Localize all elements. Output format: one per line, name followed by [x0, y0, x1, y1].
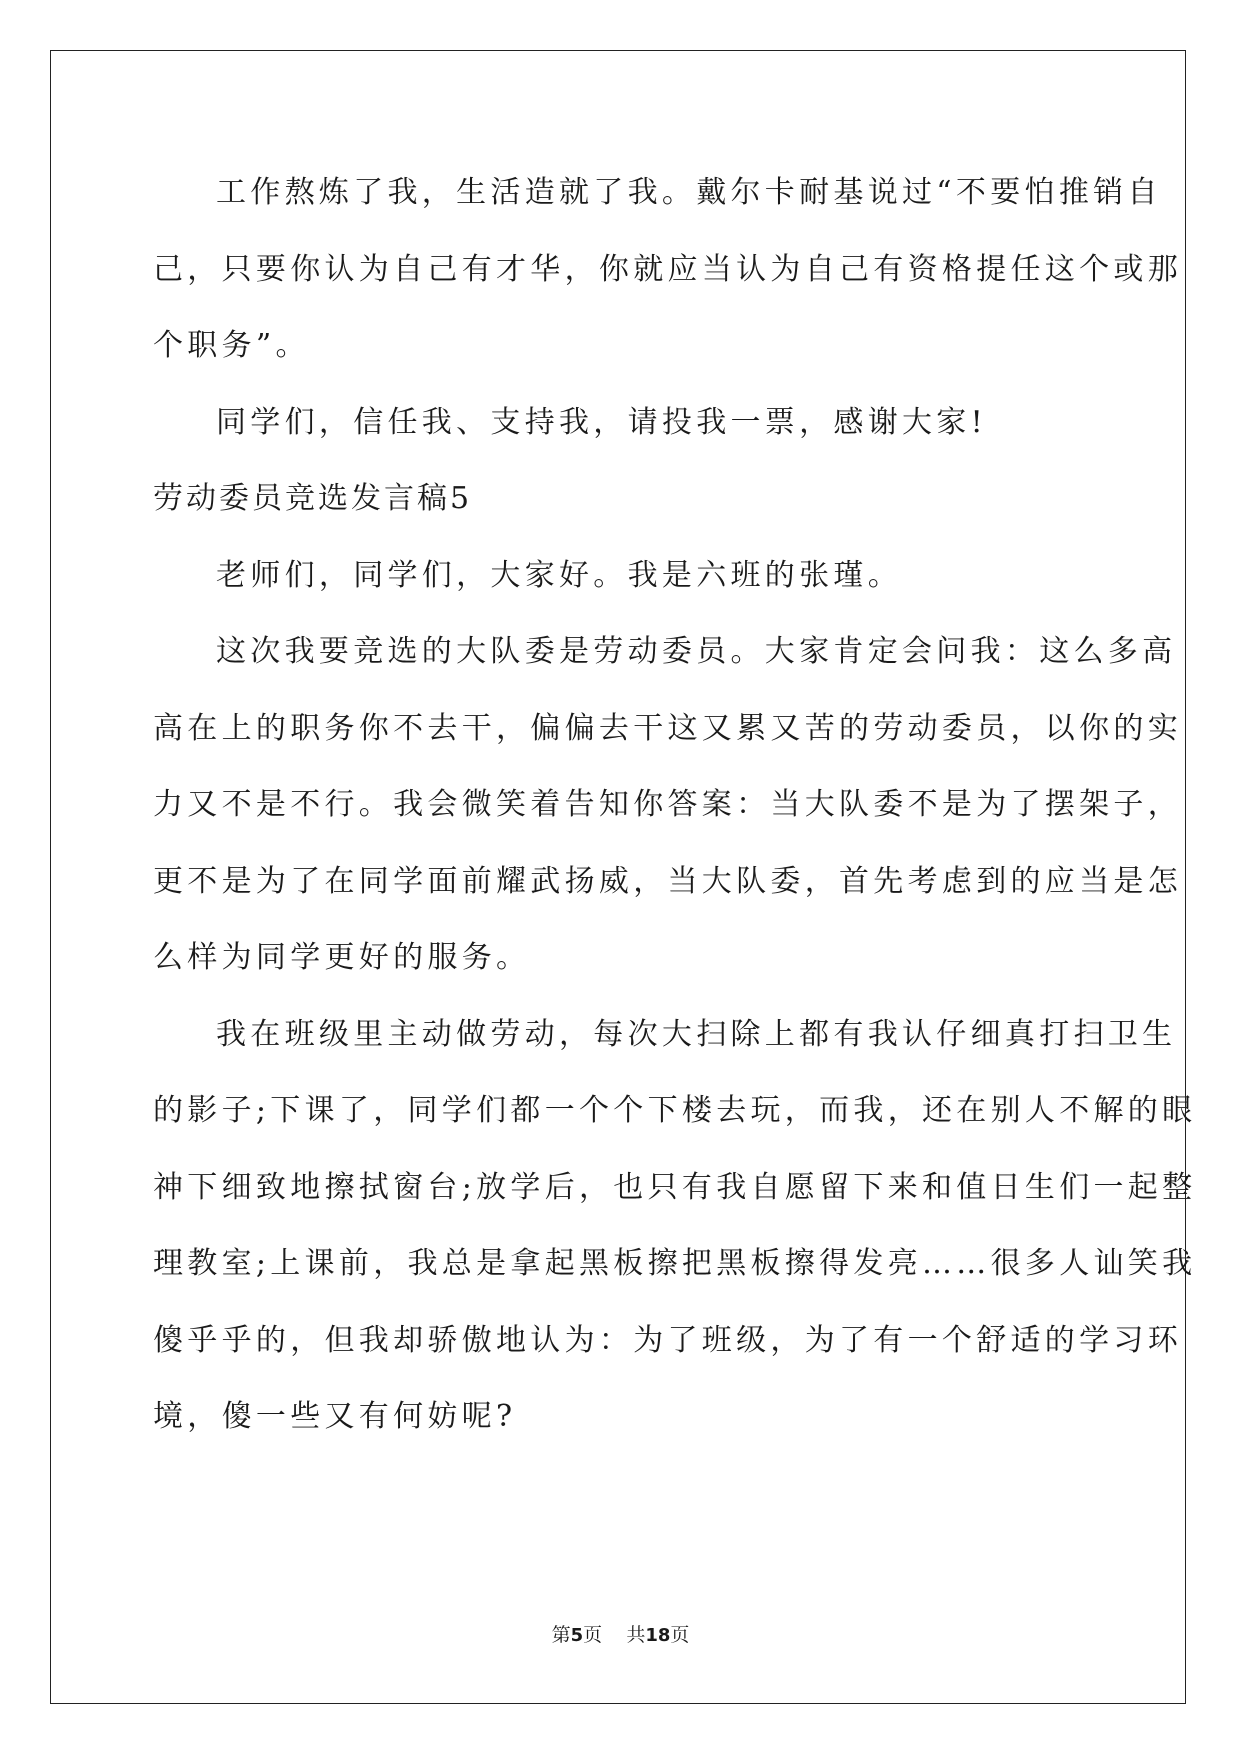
page-footer: [0, 1620, 1241, 1647]
page-suffix: 页: [583, 1624, 603, 1646]
body-line: 境，傻一些又有何妨呢?: [153, 1399, 517, 1434]
body-line: 傻乎乎的，但我却骄傲地认为：为了班级，为了有一个舒适的学习环: [153, 1323, 1182, 1358]
total-pages: 18: [645, 1625, 671, 1646]
body-line: 己，只要你认为自己有才华，你就应当认为自己有资格提任这个或那: [153, 252, 1182, 287]
body-line: 个职务”。: [153, 328, 310, 363]
body-line: 这次我要竞选的大队委是劳动委员。大家肯定会问我：这么多高: [216, 634, 1177, 669]
body-line: 我在班级里主动做劳动，每次大扫除上都有我认仔细真打扫卫生: [216, 1017, 1177, 1052]
body-line: 高在上的职务你不去干，偏偏去干这又累又苦的劳动委员，以你的实: [153, 711, 1182, 746]
body-line: 理教室;上课前，我总是拿起黑板擦把黑板擦得发亮……很多人讪笑我: [153, 1246, 1197, 1281]
body-line: 力又不是不行。我会微笑着告知你答案：当大队委不是为了摆架子，: [153, 787, 1182, 822]
section-heading: 劳动委员竞选发言稿5: [153, 481, 473, 516]
total-prefix: 共: [626, 1624, 646, 1646]
body-line: 的影子;下课了，同学们都一个个下楼去玩，而我，还在别人不解的眼: [153, 1093, 1197, 1128]
total-suffix: 页: [670, 1624, 690, 1646]
page-number: 5: [570, 1625, 584, 1646]
body-line: 工作熬炼了我，生活造就了我。戴尔卡耐基说过“不要怕推销自: [216, 175, 1162, 210]
body-line: 么样为同学更好的服务。: [153, 940, 531, 975]
body-line: 神下细致地擦拭窗台;放学后，也只有我自愿留下来和值日生们一起整: [153, 1170, 1197, 1205]
body-line: 老师们，同学们，大家好。我是六班的张瑾。: [216, 558, 902, 593]
body-line: 同学们，信任我、支持我，请投我一票，感谢大家!: [216, 405, 987, 440]
body-line: 更不是为了在同学面前耀武扬威，当大队委，首先考虑到的应当是怎: [153, 864, 1182, 899]
page-prefix: 第: [551, 1624, 571, 1646]
